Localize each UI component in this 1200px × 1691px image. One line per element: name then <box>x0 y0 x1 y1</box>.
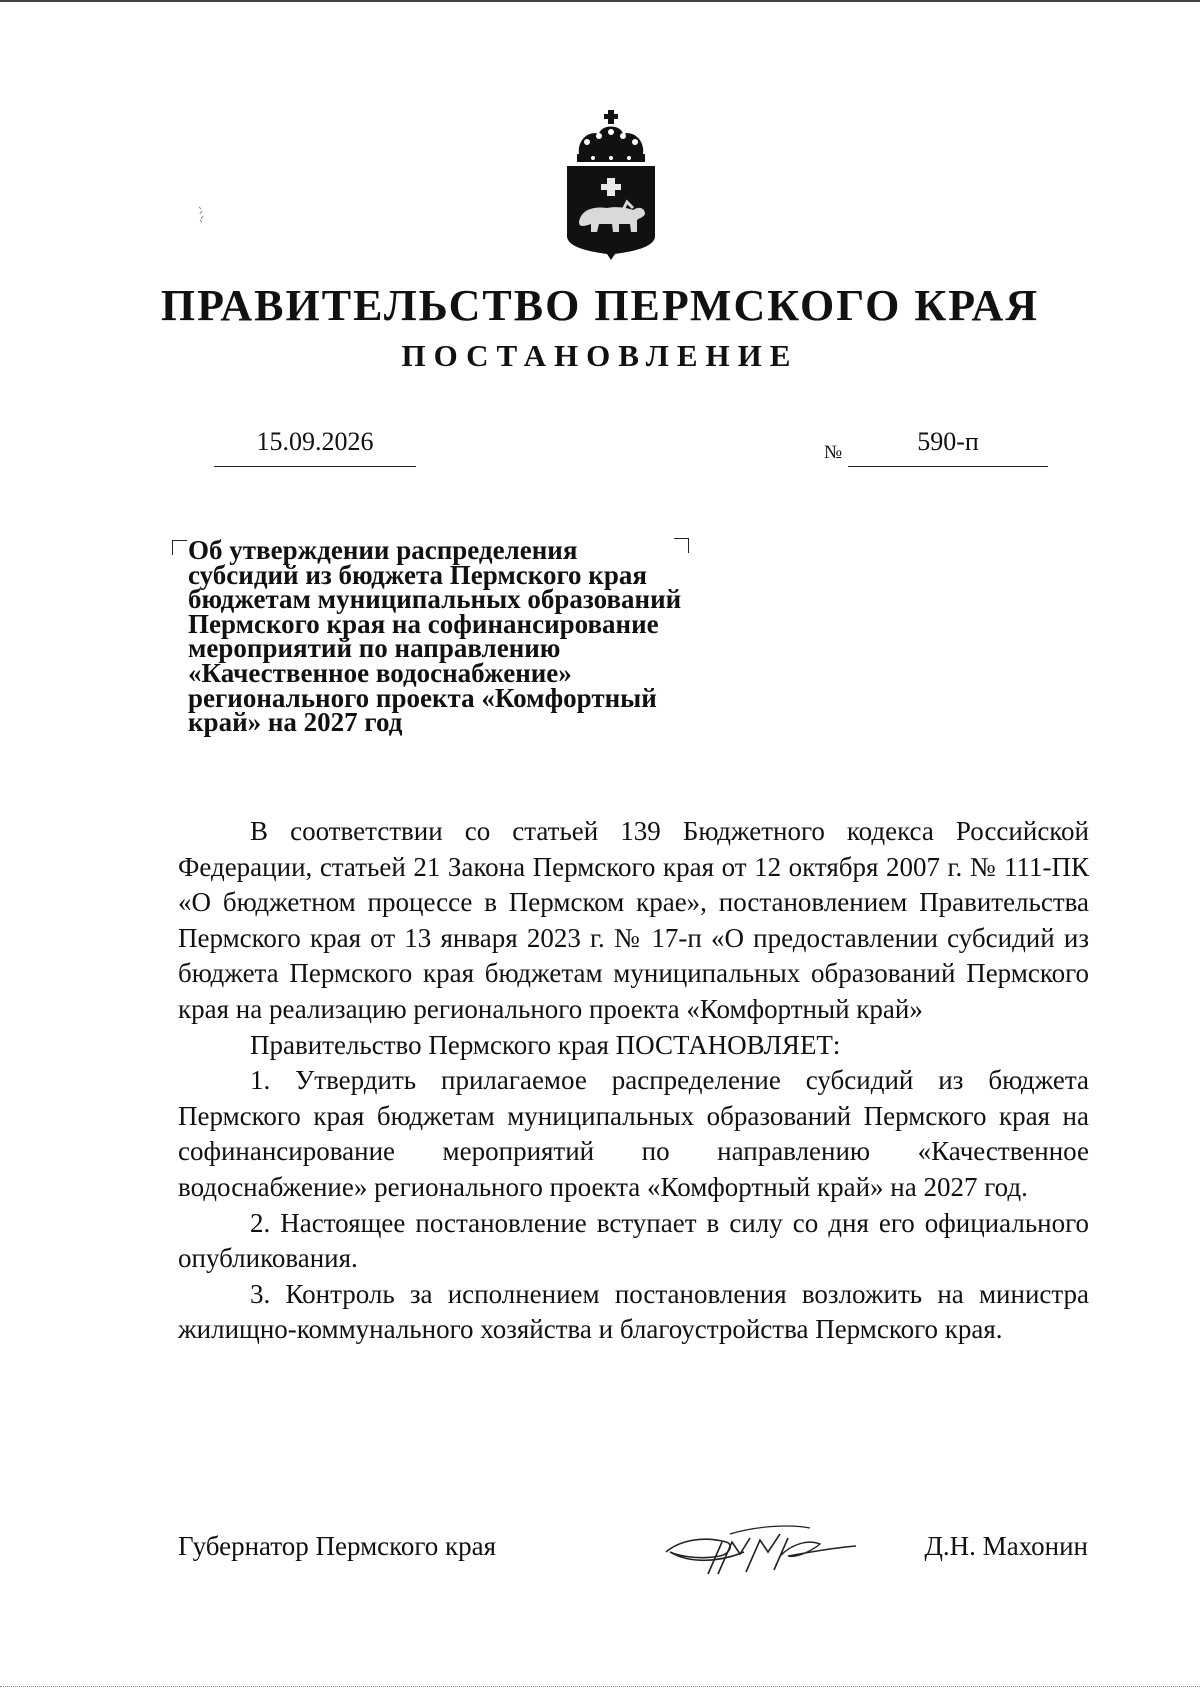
number-sign-label: № <box>824 442 843 463</box>
document-date: 15.09.2026 <box>214 422 416 467</box>
signatory-name: Д.Н. Махонин <box>924 1531 1088 1561</box>
subject-line: край» на 2027 год <box>188 707 403 738</box>
document-body <box>178 814 1089 1348</box>
body-paragraph-item-2: 2. Настоящее постановление вступает в силу со дня его официального опубликования. <box>178 1207 1089 1274</box>
bottom-edge-line <box>0 1686 1200 1687</box>
subject-line: бюджетам муниципальных образований <box>188 584 682 615</box>
subject-line: Об утверждении распределения <box>188 535 578 565</box>
document-type-title: ПОСТАНОВЛЕНИЕ <box>401 338 799 373</box>
subject-line: субсидий из бюджета Пермского края <box>188 559 647 590</box>
top-edge-line <box>0 0 1200 2</box>
scan-artifact-icon <box>196 205 208 223</box>
subject-corner-left <box>172 540 187 555</box>
organization-title: ПРАВИТЕЛЬСТВО ПЕРМСКОГО КРАЯ <box>160 281 1040 330</box>
subject-line: Пермского края на софинансирование <box>188 608 659 639</box>
signatory-title: Губернатор Пермского края <box>178 1531 497 1561</box>
body-paragraph-preamble: В соответствии со статьей 139 Бюджетного кодекса Российской Федерации, статьей 21 Закона Пермского края от 12 октября 2007 г. № 111-ПК «О бюджетном процессе в Пермском крае», постановлением Правительства Пермского края от 13 января 2023 г. № 17-п «О предоставлении субсидий из бюджета Пермского края бюджетам муниципальных образований Пермского края на реализацию регионального проекта «Комфортный край» <box>178 816 1089 1024</box>
subject-line: «Качественное водоснабжение» <box>188 657 572 688</box>
subject-line: мероприятий по направлению <box>188 633 561 664</box>
handwritten-signature-icon <box>660 1512 860 1582</box>
body-paragraph-resolves: Правительство Пермского края ПОСТАНОВЛЯЕТ: <box>250 1029 841 1060</box>
document-number: 590-п <box>848 422 1048 467</box>
coat-of-arms-icon <box>563 110 659 262</box>
body-paragraph-item-3: 3. Контроль за исполнением постановления возложить на министра жилищно-коммунального хозяйства и благоустройства Пермского края. <box>178 1278 1089 1345</box>
subject-line: регионального проекта «Комфортный <box>188 682 657 713</box>
body-paragraph-item-1: 1. Утвердить прилагаемое распределение субсидий из бюджета Пермского края бюджетам муниципальных образований Пермского края на софинансирование мероприятий по направлению «Качественное водоснабжение» регионального проекта «Комфортный край» на 2027 год. <box>178 1065 1089 1202</box>
document-subject <box>188 535 728 738</box>
